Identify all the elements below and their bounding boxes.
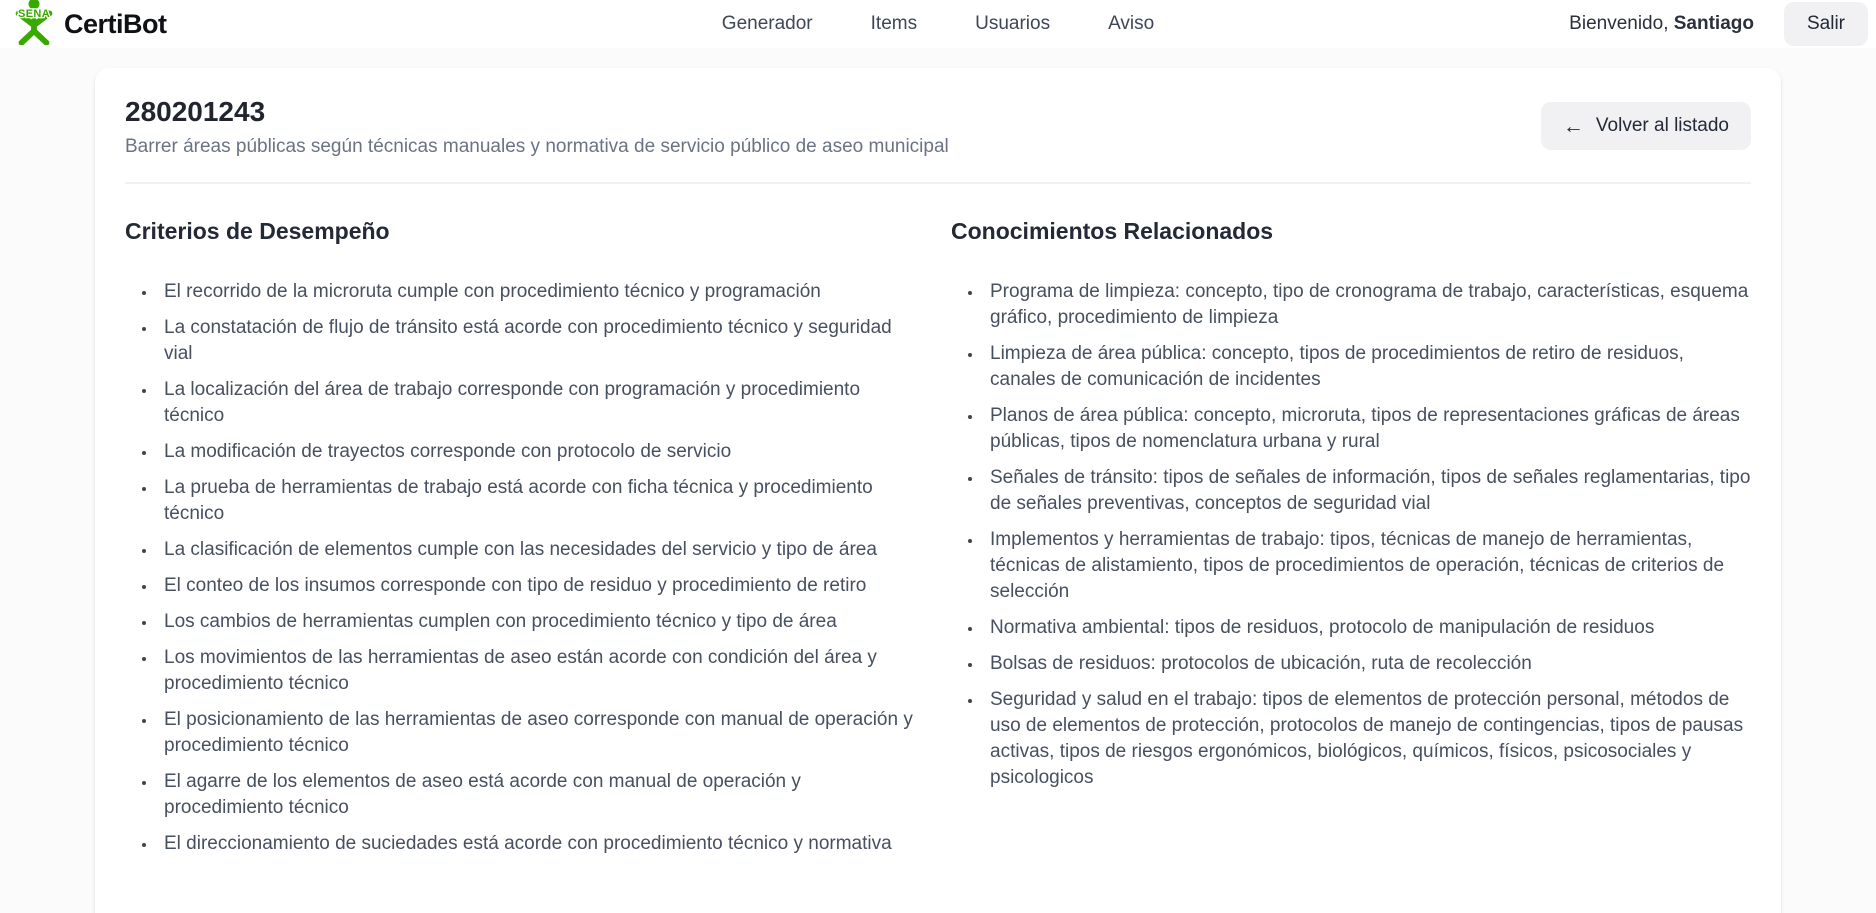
sena-logo-icon (12, 0, 56, 50)
criterios-item: • El agarre de los elementos de aseo está acorde con manual de operación y procedimiento técnico (157, 769, 925, 821)
top-navigation-bar (0, 0, 1876, 48)
criterios-item: • El conteo de los insumos corresponde con tipo de residuo y procedimiento de retiro (157, 573, 925, 599)
conocimientos-item: • Normativa ambiental: tipos de residuos, protocolo de manipulación de residuos (983, 615, 1751, 641)
back-to-list-button[interactable] (1541, 102, 1751, 150)
conocimientos-list (959, 279, 1751, 791)
greeting-prefix: Bienvenido, (1569, 13, 1674, 34)
criterios-item: • Los movimientos de las herramientas de aseo están acorde con condición del área y procedimiento técnico (157, 645, 925, 697)
header-divider (125, 182, 1751, 184)
criterios-item: • La prueba de herramientas de trabajo está acorde con ficha técnica y procedimiento técnico (157, 475, 925, 527)
criterios-item: • La modificación de trayectos corresponde con protocolo de servicio (157, 439, 925, 465)
card-header (125, 96, 1751, 158)
criterios-item: • El recorrido de la microruta cumple con procedimiento técnico y programación (157, 279, 925, 305)
conocimientos-item: • Implementos y herramientas de trabajo: tipos, técnicas de manejo de herramientas, técnicas de alistamiento, tipos de procedimientos de operación, técnicas de criterios de selección (983, 527, 1751, 605)
section-criterios (125, 218, 925, 867)
back-button-label: Volver al listado (1595, 115, 1729, 136)
section-conocimientos (951, 218, 1751, 867)
app-title: CertiBot (64, 8, 167, 39)
nav-item[interactable]: Aviso (1108, 13, 1155, 34)
conocimientos-item: • Limpieza de área pública: concepto, tipos de procedimientos de retiro de residuos, canales de comunicación de incidentes (983, 341, 1751, 393)
criterios-title: Criterios de Desempeño (125, 218, 390, 244)
page-title: 280201243 (125, 96, 266, 127)
criterios-item: • El direccionamiento de suciedades está acorde con procedimiento técnico y normativa (157, 831, 925, 857)
detail-card (95, 68, 1781, 913)
conocimientos-item: • Programa de limpieza: concepto, tipo de cronograma de trabajo, características, esquema gráfico, procedimiento de limpieza (983, 279, 1751, 331)
criterios-item: • La clasificación de elementos cumple con las necesidades del servicio y tipo de área (157, 537, 925, 563)
nav-item[interactable]: Usuarios (975, 13, 1051, 34)
arrow-left-icon: ← (1562, 114, 1584, 138)
page-description: Barrer áreas públicas según técnicas manuales y normativa de servicio público de aseo municipal (125, 136, 949, 157)
conocimientos-title: Conocimientos Relacionados (951, 218, 1274, 244)
user-name: Santiago (1673, 13, 1754, 34)
brand[interactable] (8, 0, 167, 50)
criterios-item: • Los cambios de herramientas cumplen con procedimiento técnico y tipo de área (157, 609, 925, 635)
conocimientos-item: • Seguridad y salud en el trabajo: tipos de elementos de protección personal, métodos de uso de elementos de protección, protocolos de manejo de contingencias, tipos de pausas activas, tipos de riesgos ergonómicos, biológicos, químicos, físicos, psicosociales y psicologicos (983, 687, 1751, 791)
criterios-item: • La constatación de flujo de tránsito está acorde con procedimiento técnico y seguridad vial (157, 315, 925, 367)
criterios-item: • La localización del área de trabajo corresponde con programación y procedimiento técnico (157, 377, 925, 429)
logout-button[interactable]: Salir (1784, 2, 1868, 46)
svg-text:SENA: SENA (17, 8, 51, 21)
content-columns (125, 218, 1751, 867)
nav-item[interactable]: Items (870, 13, 918, 34)
conocimientos-item: • Señales de tránsito: tipos de señales de información, tipos de señales reglamentarias, tipo de señales preventivas, conceptos de seguridad vial (983, 465, 1751, 517)
conocimientos-item: • Planos de área pública: concepto, microruta, tipos de representaciones gráficas de áreas públicas, tipos de nomenclatura urbana y rural (983, 403, 1751, 455)
conocimientos-item: • Bolsas de residuos: protocolos de ubicación, ruta de recolección (983, 651, 1751, 677)
welcome-text (1569, 13, 1754, 35)
title-block (125, 96, 949, 158)
nav-item[interactable]: Generador (721, 13, 813, 34)
criterios-list (133, 279, 925, 857)
main-nav (722, 0, 1154, 48)
topbar-right (1569, 2, 1868, 46)
criterios-item: • El posicionamiento de las herramientas de aseo corresponde con manual de operación y procedimiento técnico (157, 707, 925, 759)
